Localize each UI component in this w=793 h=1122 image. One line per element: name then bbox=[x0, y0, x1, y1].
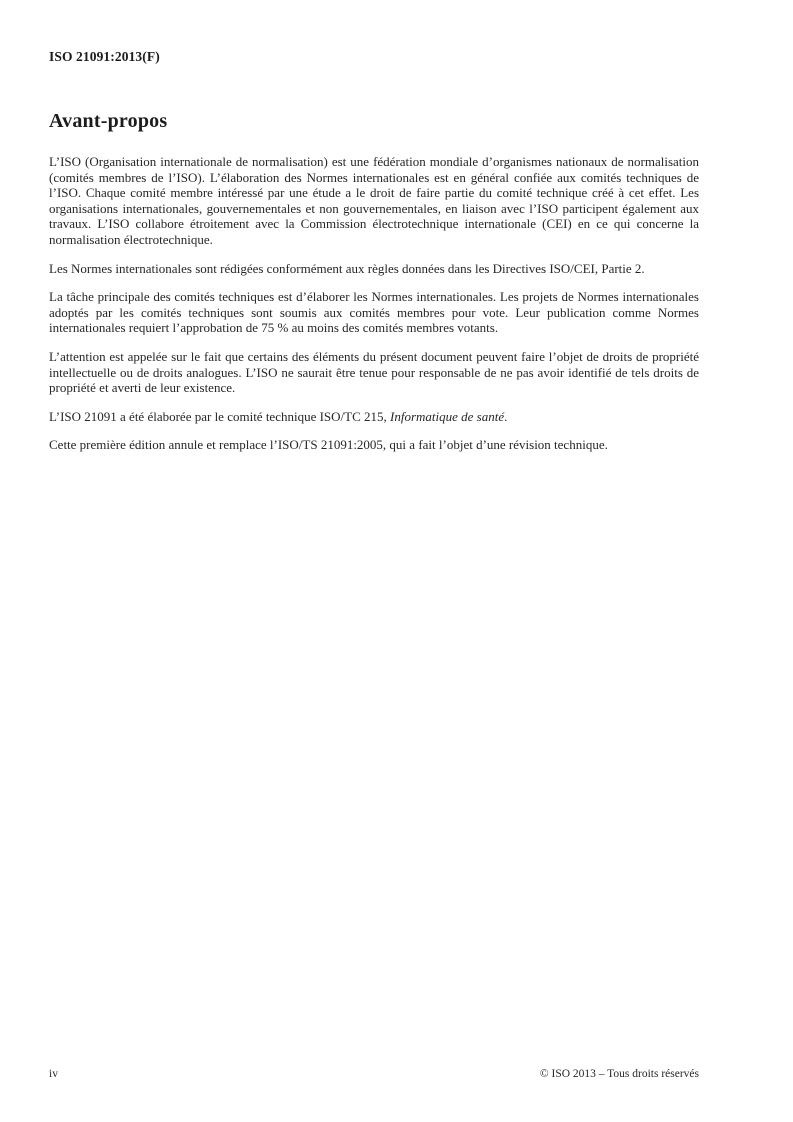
page-number: iv bbox=[49, 1068, 58, 1080]
committee-name-italic: Informatique de santé bbox=[390, 408, 505, 424]
foreword-heading: Avant-propos bbox=[49, 110, 168, 132]
paragraph-revision-note: Cette première édition annule et remplace l’ISO/TS 21091:2005, qui a fait l’objet d’une révision technique. bbox=[49, 437, 608, 453]
document-reference: ISO 21091:2013(F) bbox=[49, 49, 160, 64]
copyright-notice: © ISO 2013 – Tous droits réservés bbox=[539, 1068, 699, 1080]
paragraph-technical-committee bbox=[49, 409, 699, 425]
paragraph-committee-task: La tâche principale des comités techniques est d’élaborer les Normes internationales. Les projets de Normes internationales adoptés par les comités techniques sont soumis aux comités membres pour vote. Leur publication comme Normes internationales requiert l’approbation de 75 % au moins des comités membres votants. bbox=[49, 289, 699, 336]
paragraph-patent-rights: L’attention est appelée sur le fait que certains des éléments du présent document peuvent faire l’objet de droits de propriété intellectuelle ou de droits analogues. L’ISO ne saurait être tenue pour responsable de ne pas avoir identifié de tels droits de propriété et averti de leur existence. bbox=[49, 348, 699, 396]
foreword-body bbox=[49, 154, 699, 466]
committee-text-suffix: . bbox=[504, 408, 508, 424]
paragraph-iso-federation: L’ISO (Organisation internationale de normalisation) est une fédération mondiale d’organismes nationaux de normalisation (comités membres de l’ISO). L’élaboration des Normes internationales est en général confiée aux comités techniques de l’ISO. Chaque comité membre intéressé par une étude a le droit de faire partie du comité technique créé à cet effet. Les organisations internationales, gouvernementales et non gouvernementales, en liaison avec l’ISO participent également aux travaux. L’ISO collabore étroitement avec la Commission électrotechnique internationale (CEI) en ce qui concerne la normalisation électrotechnique. bbox=[49, 154, 699, 247]
committee-text-prefix: L’ISO 21091 a été élaborée par le comité technique ISO/TC 215, bbox=[49, 408, 391, 424]
page-footer bbox=[49, 1068, 699, 1080]
paragraph-directives: Les Normes internationales sont rédigées conformément aux règles données dans les Directives ISO/CEI, Partie 2. bbox=[49, 260, 645, 276]
